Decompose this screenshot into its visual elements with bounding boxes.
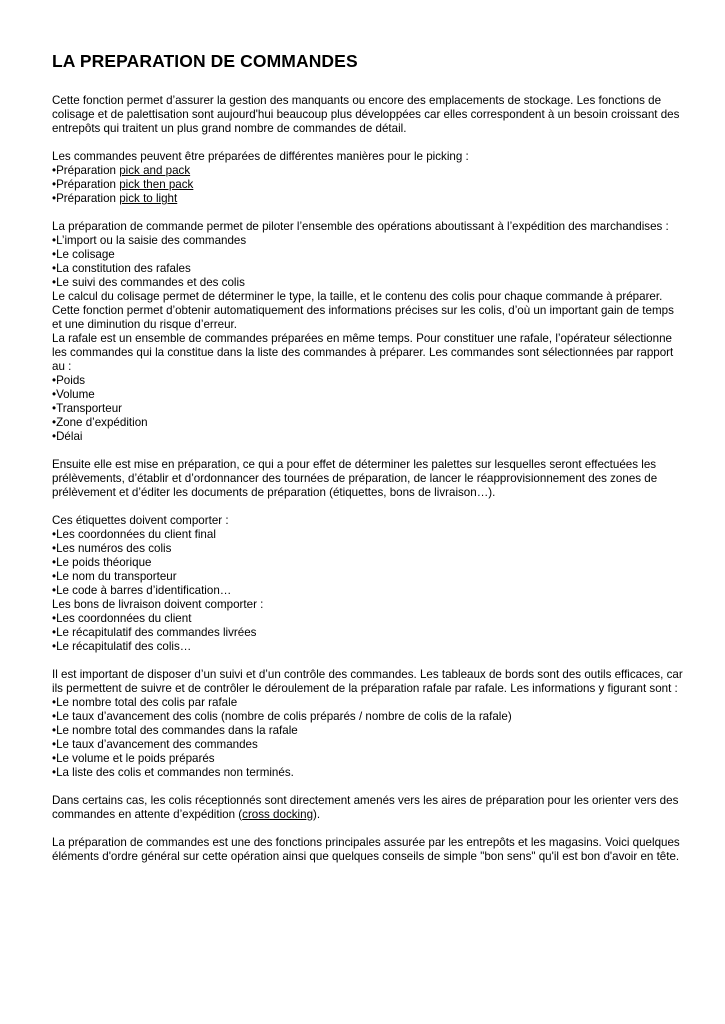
list-item: • Le code à barres d’identification… [52,584,684,598]
conclusion-paragraph: La préparation de commandes est une des fonctions principales assurée par les entrepôts et les magasins. Voici quelques éléments d'ordre général sur cette opération ainsi que quelques conseils de simple "bon sens" qu'il est bon d'avoir en tête. [52,836,680,863]
list-item: • Le poids théorique [52,556,684,570]
pick-then-pack-link[interactable]: pick then pack [119,178,194,191]
list-item: • Le récapitulatif des colis… [52,640,684,654]
list-item: • Le récapitulatif des commandes livrées [52,626,684,640]
cross-docking-link[interactable]: cross docking [242,808,314,821]
colisage-paragraph: Le calcul du colisage permet de déterminer le type, la taille, et le contenu des colis pour chaque commande à préparer. Cette fonction permet d’obtenir automatiquement des informations précises sur les colis, d’où un important gain de temps et une diminution du risque d’erreur. [52,290,674,331]
page-title: LA PREPARATION DE COMMANDES [52,51,358,71]
list-item-prefix: Préparation [56,178,120,191]
etiquettes-list [52,528,684,598]
list-item: • Zone d’expédition [52,416,684,430]
spacer [52,500,684,514]
suivi-lead: Il est important de disposer d’un suivi et d’un contrôle des commandes. Les tableaux de bords sont des outils efficaces, car ils permettent de suivre et de contrôler le déroulement de la préparation rafale par rafale. Les informations y figurant sont : [52,668,683,695]
list-item: • Le taux d’avancement des commandes [52,738,684,752]
etiquettes-lead: Ces étiquettes doivent comporter : [52,514,229,527]
pilot-lead: La préparation de commande permet de piloter l’ensemble des opérations aboutissant à l’expédition des marchandises : [52,220,669,233]
bons-list [52,612,684,654]
list-item: • Le volume et le poids préparés [52,752,684,766]
spacer [52,444,684,458]
list-item: • Volume [52,388,684,402]
list-item-prefix: Préparation [56,164,120,177]
list-item [52,192,684,206]
list-item: • L’import ou la saisie des commandes [52,234,684,248]
list-item: • La constitution des rafales [52,262,684,276]
picking-list [52,164,684,206]
spacer [52,206,684,220]
spacer [52,654,684,668]
bons-lead: Les bons de livraison doivent comporter : [52,598,264,611]
list-item: • Les coordonnées du client final [52,528,684,542]
pick-to-light-link[interactable]: pick to light [119,192,178,205]
list-item: • Le nom du transporteur [52,570,684,584]
list-item: • Le taux d’avancement des colis (nombre de colis préparés / nombre de colis de la rafale) [52,710,684,724]
list-item: • Le nombre total des colis par rafale [52,696,684,710]
list-item: • Le suivi des commandes et des colis [52,276,684,290]
intro-paragraph: Cette fonction permet d’assurer la gestion des manquants ou encore des emplacements de stockage. Les fonctions de colisage et de palettisation sont aujourd'hui beaucoup plus développées car elles correspondent à un besoin croissant des entrepôts qui traitent un plus grand nombre de commandes de détail. [52,94,680,135]
list-item: • Les coordonnées du client [52,612,684,626]
list-item: • Le colisage [52,248,684,262]
cross-text-after: ). [313,808,321,821]
spacer [52,780,684,794]
rafale-paragraph: La rafale est un ensemble de commandes préparées en même temps. Pour constituer une rafale, l’opérateur sélectionne les commandes qui la constitue dans la liste des commandes à préparer. Les commandes sont sélectionnées par rapport au : [52,332,674,373]
list-item [52,164,684,178]
pick-and-pack-link[interactable]: pick and pack [119,164,191,177]
document-page [52,50,684,864]
list-item: • Les numéros des colis [52,542,684,556]
cross-text-before: Dans certains cas, les colis réceptionnés sont directement amenés vers les aires de préparation pour les orienter vers des commandes en attente d’expédition ( [52,794,679,821]
list-item: • Poids [52,374,684,388]
criteria-list [52,374,684,444]
cross-docking-paragraph [52,794,684,822]
list-item: • Délai [52,430,684,444]
list-item: • Le nombre total des commandes dans la rafale [52,724,684,738]
list-item-prefix: Préparation [56,192,120,205]
suivi-list [52,696,684,780]
list-item [52,178,684,192]
list-item: • La liste des colis et commandes non terminés. [52,766,684,780]
spacer [52,822,684,836]
spacer [52,136,684,150]
pilot-list [52,234,684,290]
ensuite-paragraph: Ensuite elle est mise en préparation, ce qui a pour effet de déterminer les palettes sur lesquelles seront effectuées les prélèvements, d’établir et d’ordonnancer des tournées de préparation, de lancer le réapprovisionnement des zones de prélèvement et d’éditer les documents de préparation (étiquettes, bons de livraison…). [52,458,658,499]
picking-lead: Les commandes peuvent être préparées de différentes manières pour le picking : [52,150,469,163]
list-item: • Transporteur [52,402,684,416]
